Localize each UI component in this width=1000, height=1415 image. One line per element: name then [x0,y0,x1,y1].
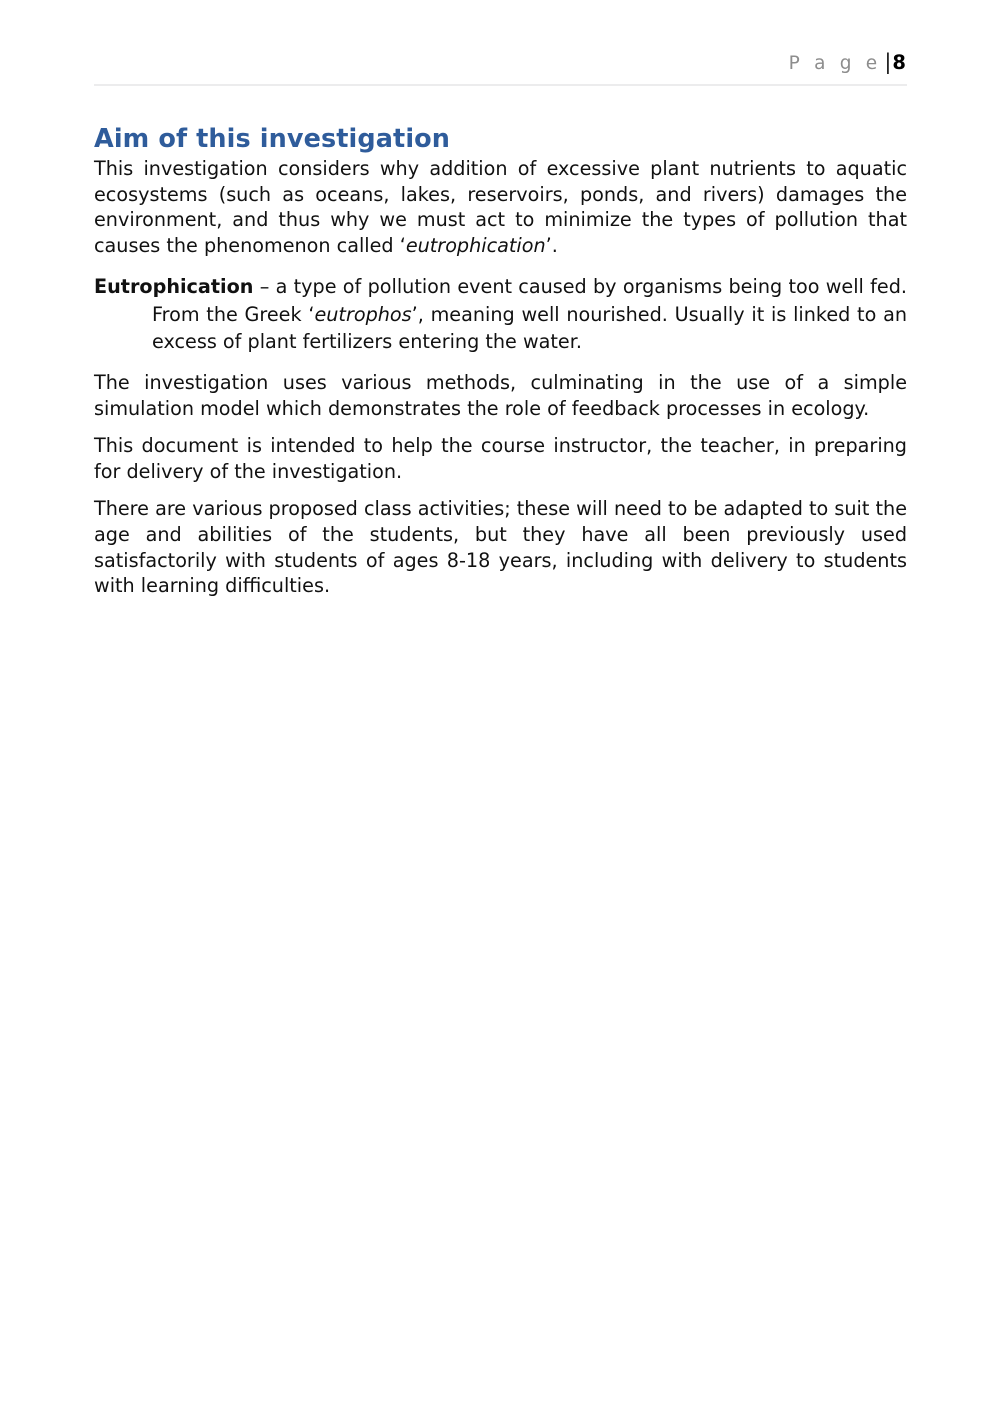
text-run: This document is intended to help the course instructor, the teacher, in preparing for delivery of the investigation. [94,434,907,483]
text-run: This investigation considers why addition of excessive plant nutrients to aquatic ecosystems (such as oceans, lakes, reservoirs, ponds, and rivers) damages the environment, and thus why we must act to minimize the types of pollution that causes the phenomenon called ‘ [94,157,907,257]
page-separator: | [884,50,892,74]
paragraph-definition [94,273,907,356]
text-run: eutrophication [405,233,546,257]
document-body [94,124,907,599]
text-run: The investigation uses various methods, culminating in the use of a simple simulation model which demonstrates the role of feedback processes in ecology. [94,370,907,420]
text-run: Eutrophication [94,275,254,299]
paragraph-activities [94,496,907,598]
page-label: P a g e [788,53,882,74]
text-run: ’. [545,233,558,257]
text-run: There are various proposed class activities; these will need to be adapted to suit the age and abilities of the students, but they have all been previously used satisfactorily with students of ages 8-18 years, including with delivery to students with learning difficulties. [94,497,907,598]
page-number: 8 [892,51,906,74]
page-header [94,50,907,86]
page-header-content [94,50,907,84]
paragraph-intro [94,156,907,258]
page-title: Aim of this investigation [94,124,451,154]
text-run: ’, meaning well nourished. Usually it is linked to an excess of plant fertilizers entering the water. [152,302,907,354]
paragraph-audience [94,433,907,484]
text-run: eutrophos [314,302,412,326]
text-run: – a type of pollution event caused by organisms being too well fed. From the Greek ‘ [152,275,907,326]
paragraph-methods [94,370,907,421]
